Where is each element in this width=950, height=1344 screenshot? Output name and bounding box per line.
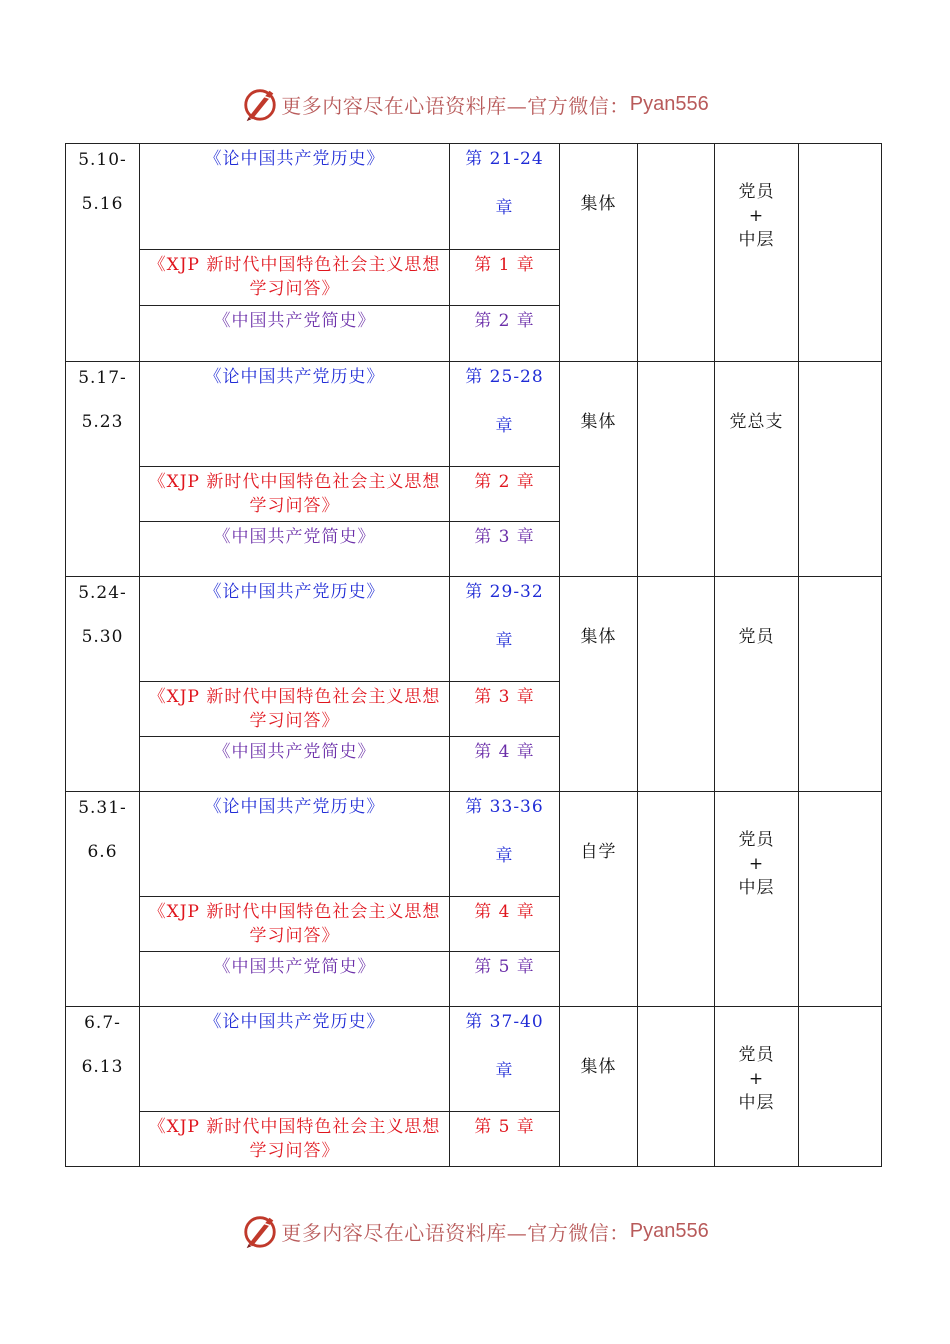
date-end: 6.13	[81, 1057, 124, 1077]
date-cell	[66, 792, 140, 1007]
chapters-unit: 章	[495, 846, 514, 866]
chapters-range: 第 37-40	[465, 1012, 544, 1032]
chapters-unit: 章	[495, 1061, 514, 1081]
banner-text: 更多内容尽在心语资料库—官方微信：	[281, 93, 630, 118]
schedule-row-week-5	[66, 1007, 882, 1112]
header-banner	[0, 82, 950, 126]
quill-logo-icon	[241, 1212, 279, 1250]
participants-line: 中层	[738, 878, 775, 898]
chapters-range: 第 21-24	[465, 149, 544, 169]
date-end: 5.30	[81, 627, 124, 647]
book-title-xjp: 《XJP 新时代中国特色社会主义思想学习问答》	[140, 682, 450, 737]
quill-logo-icon	[241, 85, 279, 123]
empty-cell	[799, 144, 882, 362]
book-title-history: 《论中国共产党历史》	[140, 792, 450, 897]
empty-cell	[799, 577, 882, 792]
study-form: 集体	[560, 362, 638, 577]
participants: 党总支	[715, 362, 799, 577]
participants	[715, 1007, 799, 1167]
book-title-brief: 《中国共产党简史》	[140, 522, 450, 577]
book-title-history: 《论中国共产党历史》	[140, 577, 450, 682]
book-title-brief: 《中国共产党简史》	[140, 306, 450, 362]
book-title-xjp: 《XJP 新时代中国特色社会主义思想学习问答》	[140, 1112, 450, 1167]
book-title-history: 《论中国共产党历史》	[140, 144, 450, 250]
date-cell	[66, 577, 140, 792]
study-form: 集体	[560, 1007, 638, 1167]
chapters-xjp: 第 5 章	[450, 1112, 560, 1167]
schedule-row-week-4	[66, 792, 882, 897]
participants-plus: +	[748, 1069, 765, 1089]
book-title-xjp: 《XJP 新时代中国特色社会主义思想学习问答》	[140, 467, 450, 522]
banner-wechat-id: Pyan556	[629, 1219, 709, 1242]
participants-line: 中层	[738, 230, 775, 250]
participants	[715, 792, 799, 1007]
chapters-xjp: 第 1 章	[450, 250, 560, 306]
chapters-brief: 第 3 章	[450, 522, 560, 577]
study-form: 集体	[560, 577, 638, 792]
participants: 党员	[715, 577, 799, 792]
chapters-xjp: 第 3 章	[450, 682, 560, 737]
banner-wechat-id: Pyan556	[629, 92, 709, 115]
date-end: 5.16	[81, 194, 124, 214]
chapters-history	[450, 577, 560, 682]
schedule-row-week-3	[66, 577, 882, 682]
date-cell	[66, 1007, 140, 1167]
book-title-brief: 《中国共产党简史》	[140, 952, 450, 1007]
participants-line: 党员	[738, 830, 775, 850]
study-schedule-table	[65, 143, 882, 1167]
empty-cell	[638, 1007, 715, 1167]
chapters-history	[450, 144, 560, 250]
empty-cell	[799, 362, 882, 577]
chapters-history	[450, 1007, 560, 1112]
footer-banner	[0, 1209, 950, 1253]
book-title-xjp: 《XJP 新时代中国特色社会主义思想学习问答》	[140, 897, 450, 952]
participants	[715, 144, 799, 362]
date-cell	[66, 144, 140, 362]
chapters-xjp: 第 2 章	[450, 467, 560, 522]
participants-plus: +	[748, 206, 765, 226]
chapters-brief: 第 2 章	[450, 306, 560, 362]
empty-cell	[799, 792, 882, 1007]
book-title-history: 《论中国共产党历史》	[140, 362, 450, 467]
book-title-xjp: 《XJP 新时代中国特色社会主义思想学习问答》	[140, 250, 450, 306]
chapters-history	[450, 362, 560, 467]
banner-text: 更多内容尽在心语资料库—官方微信：	[281, 1220, 630, 1245]
date-start: 6.7-	[84, 1013, 121, 1033]
participants-line: 党员	[738, 1045, 775, 1065]
chapters-history	[450, 792, 560, 897]
participants-plus: +	[748, 854, 765, 874]
empty-cell	[638, 144, 715, 362]
date-start: 5.17-	[78, 368, 127, 388]
empty-cell	[638, 792, 715, 1007]
chapters-unit: 章	[495, 198, 514, 218]
date-cell	[66, 362, 140, 577]
date-start: 5.24-	[78, 583, 127, 603]
date-start: 5.31-	[78, 798, 127, 818]
study-form: 集体	[560, 144, 638, 362]
empty-cell	[638, 362, 715, 577]
schedule-row-week-1	[66, 144, 882, 250]
chapters-range: 第 33-36	[465, 797, 544, 817]
chapters-range: 第 29-32	[465, 582, 544, 602]
chapters-brief: 第 4 章	[450, 737, 560, 792]
chapters-unit: 章	[495, 416, 514, 436]
empty-cell	[638, 577, 715, 792]
date-start: 5.10-	[78, 150, 127, 170]
book-title-brief: 《中国共产党简史》	[140, 737, 450, 792]
chapters-xjp: 第 4 章	[450, 897, 560, 952]
book-title-history: 《论中国共产党历史》	[140, 1007, 450, 1112]
participants-line: 党员	[738, 182, 775, 202]
study-form: 自学	[560, 792, 638, 1007]
chapters-unit: 章	[495, 631, 514, 651]
schedule-row-week-2	[66, 362, 882, 467]
empty-cell	[799, 1007, 882, 1167]
chapters-brief: 第 5 章	[450, 952, 560, 1007]
chapters-range: 第 25-28	[465, 367, 544, 387]
date-end: 5.23	[81, 412, 124, 432]
participants-line: 中层	[738, 1093, 775, 1113]
date-end: 6.6	[87, 842, 118, 862]
